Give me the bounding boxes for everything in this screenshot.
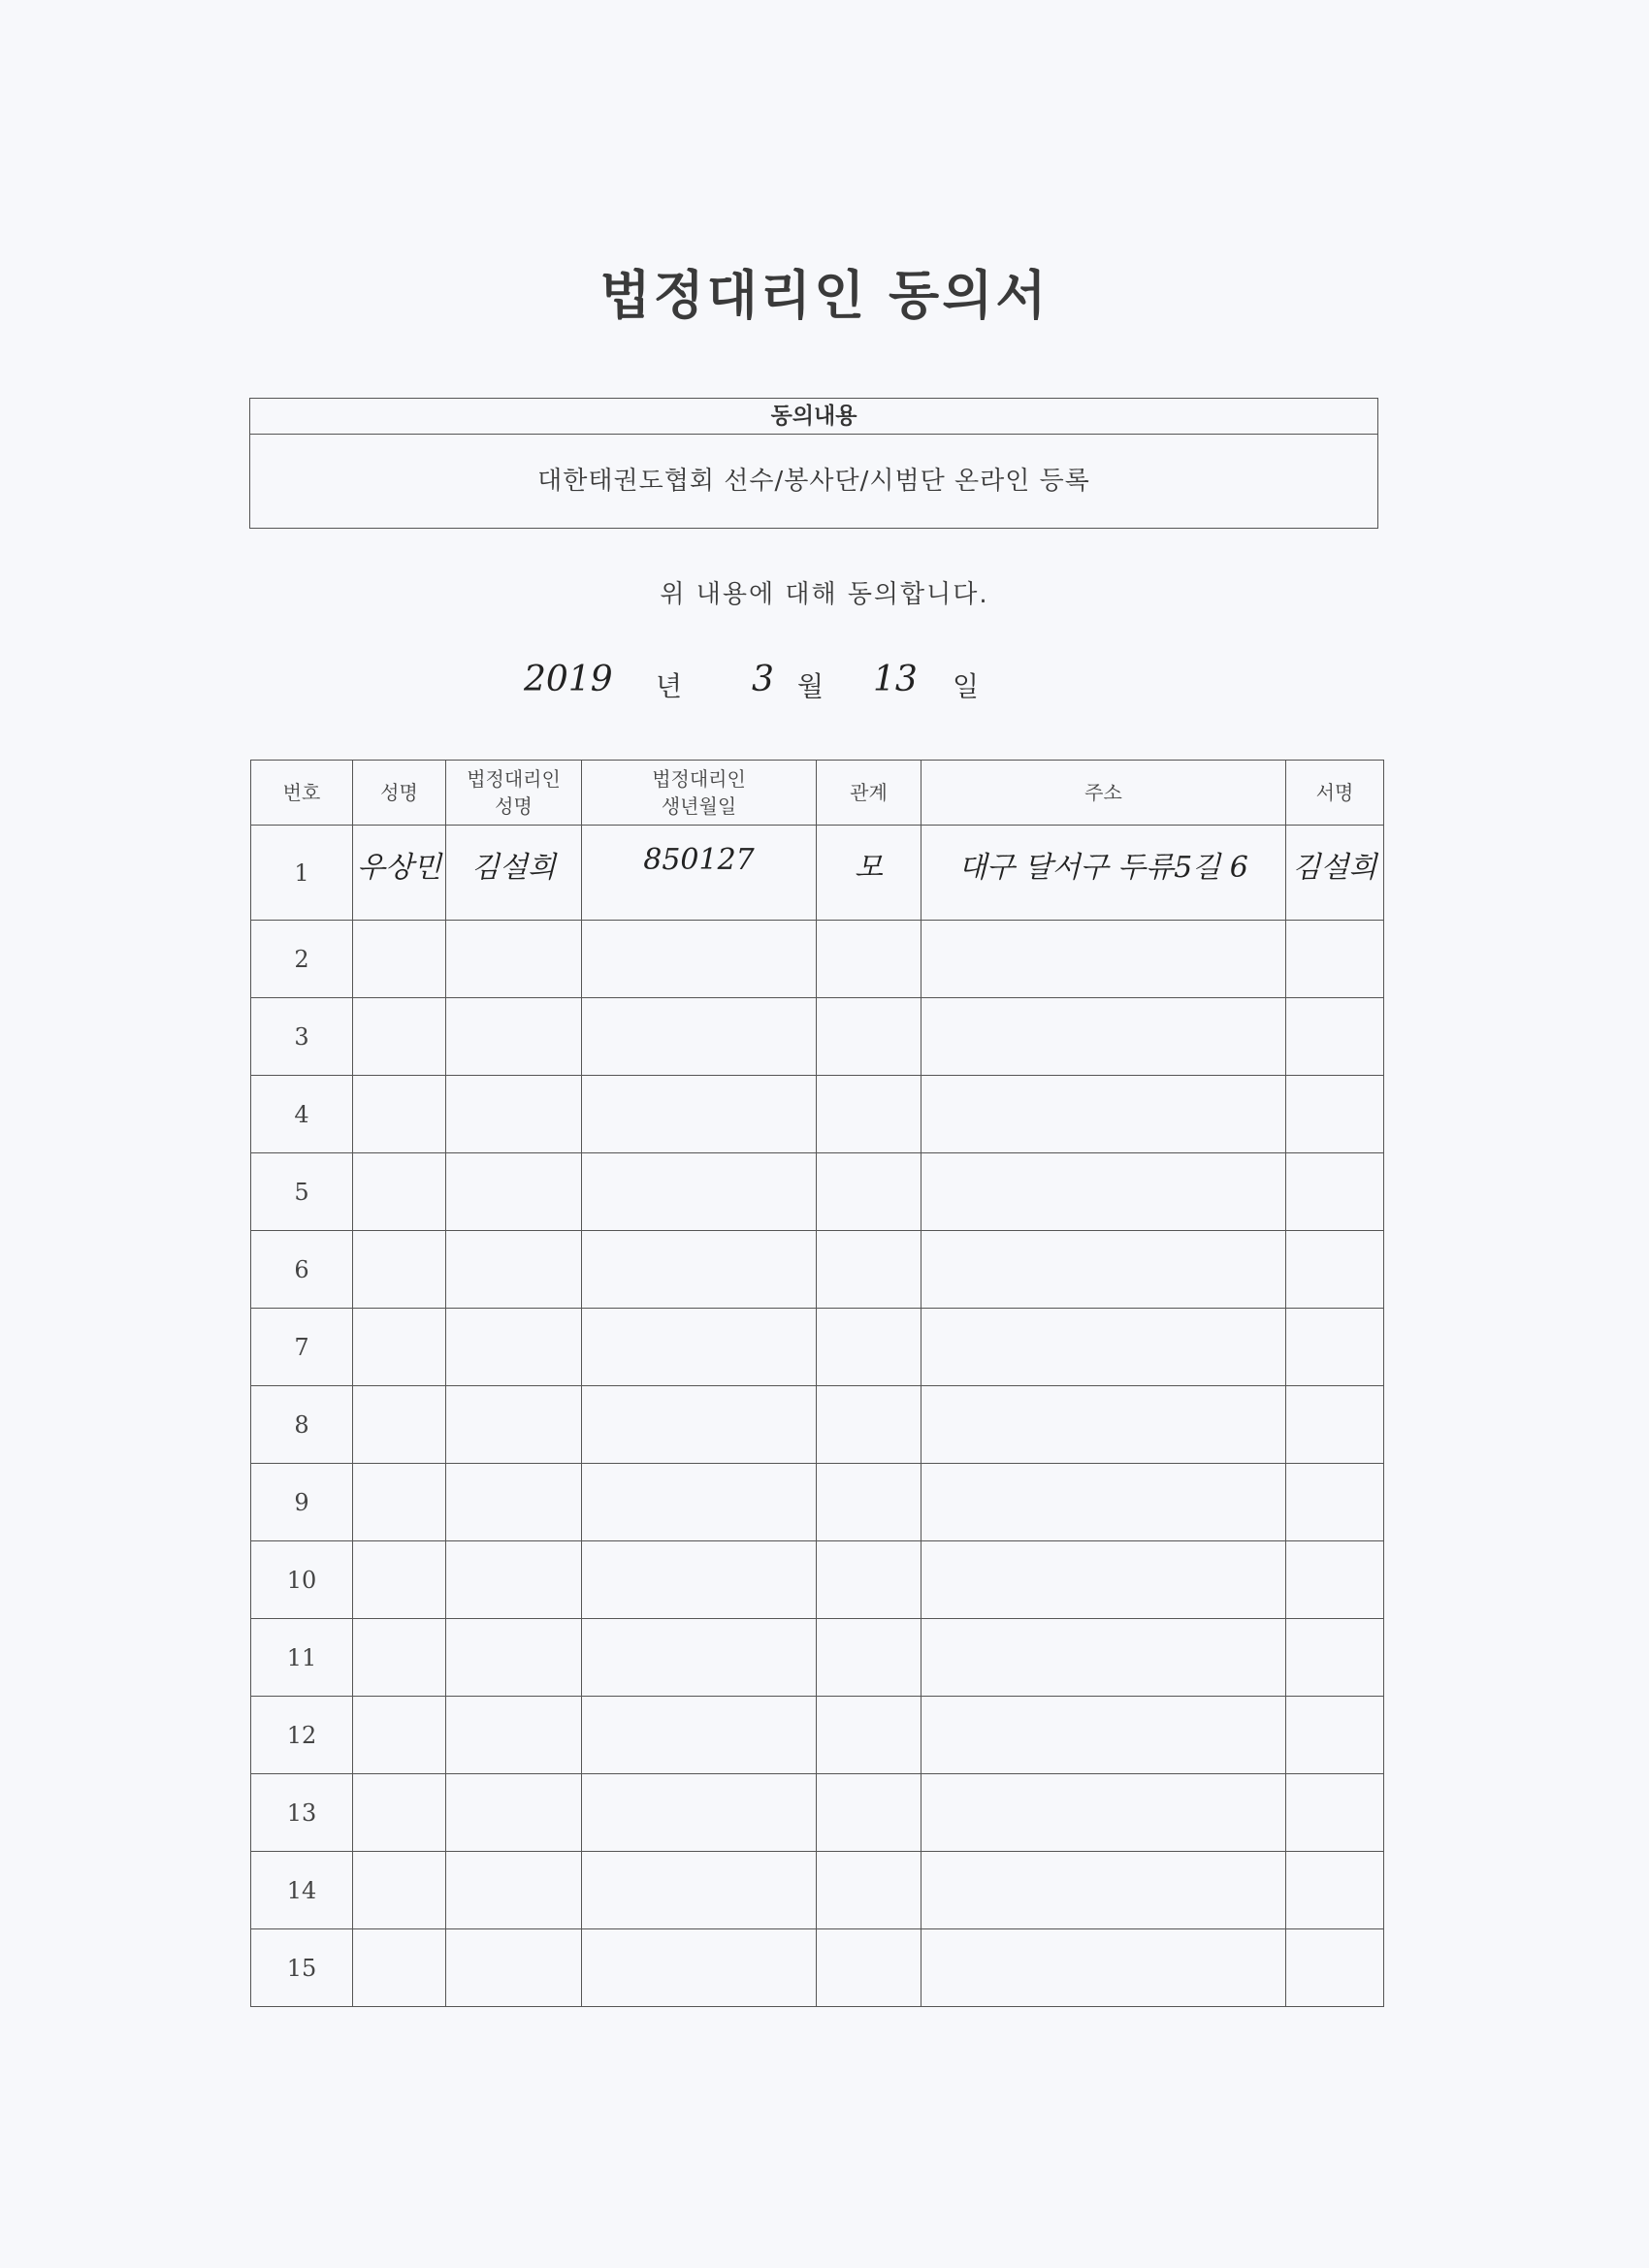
cell-no: 7	[251, 1309, 353, 1386]
cell-guardian-birth	[582, 1619, 817, 1697]
header-no: 번호	[251, 761, 353, 826]
date-year-label: 년	[656, 670, 683, 702]
cell-relation	[817, 1541, 922, 1619]
table-body	[251, 826, 1384, 2007]
cell-guardian-birth	[582, 1541, 817, 1619]
cell-name	[353, 1852, 446, 1929]
cell-no: 10	[251, 1541, 353, 1619]
cell-address	[922, 998, 1286, 1076]
cell-address	[922, 1852, 1286, 1929]
table-row	[251, 1852, 1384, 1929]
cell-name	[353, 998, 446, 1076]
cell-guardian-birth: 850127	[582, 826, 817, 921]
header-name: 성명	[353, 761, 446, 826]
consent-body: 대한태권도협회 선수/봉사단/시범단 온라인 등록	[537, 467, 1090, 496]
cell-name	[353, 1309, 446, 1386]
cell-address	[922, 1774, 1286, 1852]
table-row	[251, 1386, 1384, 1464]
cell-guardian-birth	[582, 1929, 817, 2007]
cell-signature	[1286, 921, 1384, 998]
cell-guardian-name	[446, 1309, 582, 1386]
cell-name	[353, 1929, 446, 2007]
cell-signature	[1286, 1153, 1384, 1231]
date-month-label: 월	[797, 670, 824, 702]
table-row	[251, 1619, 1384, 1697]
cell-guardian-name	[446, 1774, 582, 1852]
cell-no: 8	[251, 1386, 353, 1464]
cell-name	[353, 1619, 446, 1697]
cell-address	[922, 1153, 1286, 1231]
consent-header: 동의내용	[250, 399, 1377, 435]
cell-relation	[817, 1774, 922, 1852]
cell-relation	[817, 998, 922, 1076]
cell-name: 우상민	[353, 826, 446, 921]
cell-name	[353, 1386, 446, 1464]
cell-guardian-name	[446, 1464, 582, 1541]
date-day: 13	[873, 660, 918, 699]
cell-no: 14	[251, 1852, 353, 1929]
table-header-row	[251, 761, 1384, 826]
cell-guardian-birth	[582, 1231, 817, 1309]
cell-guardian-birth	[582, 1852, 817, 1929]
cell-no: 1	[251, 826, 353, 921]
cell-signature	[1286, 1619, 1384, 1697]
cell-no: 3	[251, 998, 353, 1076]
cell-guardian-birth	[582, 1464, 817, 1541]
cell-relation	[817, 1076, 922, 1153]
cell-no: 5	[251, 1153, 353, 1231]
cell-guardian-name	[446, 1929, 582, 2007]
header-guardian-birth: 법정대리인 생년월일	[582, 761, 817, 826]
table-row	[251, 921, 1384, 998]
cell-guardian-name	[446, 921, 582, 998]
cell-signature	[1286, 1852, 1384, 1929]
cell-relation	[817, 1386, 922, 1464]
cell-guardian-name	[446, 1153, 582, 1231]
cell-guardian-birth	[582, 921, 817, 998]
table-row	[251, 1231, 1384, 1309]
cell-signature	[1286, 998, 1384, 1076]
cell-signature	[1286, 1076, 1384, 1153]
cell-guardian-birth	[582, 1386, 817, 1464]
cell-name	[353, 1464, 446, 1541]
table-row	[251, 826, 1384, 921]
header-guardian-name: 법정대리인 성명	[446, 761, 582, 826]
cell-name	[353, 1153, 446, 1231]
cell-guardian-name	[446, 1852, 582, 1929]
cell-relation	[817, 921, 922, 998]
cell-guardian-birth	[582, 1076, 817, 1153]
cell-name	[353, 1076, 446, 1153]
cell-relation	[817, 1309, 922, 1386]
cell-address	[922, 1464, 1286, 1541]
table-row	[251, 1929, 1384, 2007]
table-row	[251, 1541, 1384, 1619]
cell-address	[922, 1231, 1286, 1309]
cell-no: 9	[251, 1464, 353, 1541]
cell-relation	[817, 1619, 922, 1697]
table-row	[251, 1774, 1384, 1852]
cell-address	[922, 1697, 1286, 1774]
cell-relation	[817, 1697, 922, 1774]
cell-no: 12	[251, 1697, 353, 1774]
cell-address	[922, 1541, 1286, 1619]
cell-guardian-name	[446, 1076, 582, 1153]
cell-no: 2	[251, 921, 353, 998]
cell-relation	[817, 1153, 922, 1231]
table-row	[251, 998, 1384, 1076]
cell-no: 13	[251, 1774, 353, 1852]
cell-signature	[1286, 1231, 1384, 1309]
date-line	[0, 658, 1649, 706]
cell-no: 15	[251, 1929, 353, 2007]
cell-guardian-birth	[582, 1774, 817, 1852]
cell-relation	[817, 1929, 922, 2007]
cell-name	[353, 1541, 446, 1619]
cell-guardian-name	[446, 1697, 582, 1774]
cell-address	[922, 1619, 1286, 1697]
page-title: 법정대리인 동의서	[599, 265, 1050, 326]
cell-address: 대구 달서구 두류5길 6	[922, 826, 1286, 921]
date-year: 2019	[524, 660, 613, 699]
cell-signature	[1286, 1929, 1384, 2007]
cell-signature: 김설희	[1286, 826, 1384, 921]
cell-signature	[1286, 1464, 1384, 1541]
cell-relation: 모	[817, 826, 922, 921]
date-month: 3	[752, 660, 774, 699]
cell-name	[353, 921, 446, 998]
cell-name	[353, 1697, 446, 1774]
cell-signature	[1286, 1386, 1384, 1464]
cell-relation	[817, 1231, 922, 1309]
cell-signature	[1286, 1774, 1384, 1852]
cell-guardian-birth	[582, 1697, 817, 1774]
header-address: 주소	[922, 761, 1286, 826]
cell-address	[922, 921, 1286, 998]
cell-guardian-name	[446, 1541, 582, 1619]
cell-guardian-birth	[582, 998, 817, 1076]
table-row	[251, 1309, 1384, 1386]
agree-statement: 위 내용에 대해 동의합니다.	[660, 580, 989, 609]
cell-address	[922, 1929, 1286, 2007]
consent-box	[249, 398, 1378, 529]
cell-guardian-birth	[582, 1153, 817, 1231]
cell-relation	[817, 1852, 922, 1929]
table-row	[251, 1464, 1384, 1541]
cell-address	[922, 1309, 1286, 1386]
table-row	[251, 1153, 1384, 1231]
cell-guardian-name	[446, 1386, 582, 1464]
table-row	[251, 1076, 1384, 1153]
cell-no: 11	[251, 1619, 353, 1697]
table-row	[251, 1697, 1384, 1774]
guardian-table	[250, 760, 1384, 2007]
cell-guardian-name: 김설희	[446, 826, 582, 921]
cell-name	[353, 1774, 446, 1852]
cell-guardian-name	[446, 1231, 582, 1309]
cell-guardian-name	[446, 1619, 582, 1697]
cell-name	[353, 1231, 446, 1309]
cell-no: 6	[251, 1231, 353, 1309]
cell-relation	[817, 1464, 922, 1541]
cell-guardian-name	[446, 998, 582, 1076]
date-day-label: 일	[953, 670, 980, 702]
cell-guardian-birth	[582, 1309, 817, 1386]
header-signature: 서명	[1286, 761, 1384, 826]
cell-address	[922, 1386, 1286, 1464]
header-relation: 관계	[817, 761, 922, 826]
cell-signature	[1286, 1309, 1384, 1386]
cell-address	[922, 1076, 1286, 1153]
cell-no: 4	[251, 1076, 353, 1153]
cell-signature	[1286, 1541, 1384, 1619]
cell-signature	[1286, 1697, 1384, 1774]
